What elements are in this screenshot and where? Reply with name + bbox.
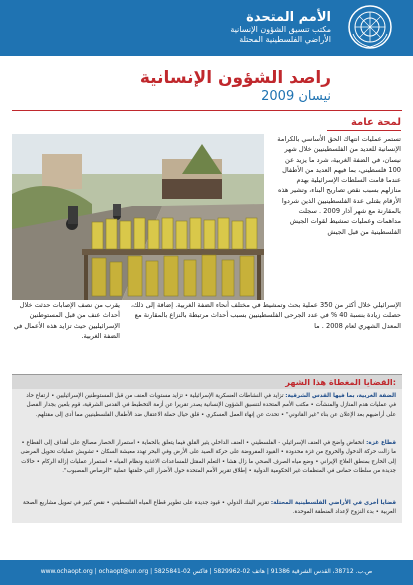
issues-west-bank-lead: الضفة الغربية، بما فيها القدس الشرقية: (285, 393, 396, 399)
issues-gaza (18, 439, 396, 477)
un-emblem-icon (347, 4, 393, 50)
issues-other-text: تقرير البنك الدولي • قيود جديدة على تطوير قطاع المياه الفلسطيني • نقص كبير في تمويل مشاريع الصحة العربية • بدء النزوح لإعداد المنطقة الموحدة. (22, 500, 396, 516)
report-date: نيسان 2009 (261, 89, 331, 104)
issues-box-header (12, 375, 402, 389)
issues-other (18, 499, 396, 518)
title-block (0, 56, 413, 112)
issues-west-bank (18, 392, 396, 420)
footer-banner (0, 560, 413, 585)
issues-gaza-text: انخفاض واضح في العنف الإسرائيلي - الفلسطيني • العنف الداخلي يثير القلق فيما يتعلق بالحماية • استمرار الحصار مصالح على أهداف إلى القطاع • ما زالت حركة الدخول والخروج من غزة محدودة • القيود المفروضة على حركة الصيد على الأرض وفي البحر تهدد معيشة السكان • تشويش عمليات تحويل المرضى إلى الخارج بمنطق العلاج الإيراني • وضع مياه الصرف الصحي ما زال هشا • التعلم المقتل للمساعدات الاغذية ونظام المياه • استمرار عمليات إزالة الركام • حالات جديدة من سلطات حماس في المنظمات غير الحكومية الدولية • إطلاق تقرير الأمم المتحدة حول الأضرار التي خلفتها عملية "الرصاص المصبوب". (20, 440, 396, 475)
agency-subtitle-1: مكتب تنسيق الشؤون الإنسانية (230, 25, 331, 34)
agency-name: الأمم المتحدة (246, 10, 331, 25)
footer-contact: ص.ب. 38712، القدس الشرقية 91386 | هاتف 02-5829962 | فاكس 02-5825841 | www.ochaopt.org | ochaopt@un.org (40, 568, 373, 575)
header-banner (0, 0, 413, 56)
roadside-vendor-photo (12, 134, 264, 300)
issues-west-bank-text: تزايد في النشاطات العسكرية الإسرائيلية • تزايد مستويات العنف من قبل المستوطنين الإسرائيليين • ارتفاع حاد في عمليات هدم المنازل والمنشآت • مكتب الأمم المتحدة لتنسيق الشؤون الإنسانية يصدر تقريرا عن أزمة التخطيط في القدس الشرقية، قوم بلعين بجدار الفصل على أراضيهم بعد الإعلان عن بناء "غير القانوني" • تحدث عن إنهاء العمل العسكري • قلق حيال حملة الاعتقال ضد الأطفال الفلسطينيين مما أدى إلى مقتلهم. (26, 393, 396, 418)
issues-other-lead: قضايا أخرى في الأراضي الفلسطينية المحتلة: (270, 500, 396, 506)
issues-gaza-lead: قطاع غزة: (366, 440, 396, 446)
overview-heading: لمحة عامة (350, 117, 401, 128)
issues-box-title: القضايا المغطاة هذا الشهر: (285, 377, 396, 387)
issues-covered-box (12, 374, 402, 523)
overview-paragraph-side: تستمر عمليات انتهاك الحق الأساسي بالكرامة الإنسانية للعديد من الفلسطينيين خلال شهر نيسان، في الضفة الغربية، شرد ما يزيد عن 100 فلسطيني، بما فيهم العديد من الأطفال عندما قامت السلطات الإسرائيلية بهدم منازلهم بسبب نقص تصاريح البناء، وتشير هذه الأرقام بقتلى عدة الفلسطينيين الذين شردوا بالمقارنة مع شهر آذار 2009 . سجلت مداهمات وعمليات تمشيط لقوات الجيش الفلسطينية من قبل الجيش (277, 135, 401, 236)
heading-underline (327, 130, 401, 131)
overview-paragraph-continued: الإسرائيلي خلال أكثر من 350 عملية بحث وتمشيط في مختلف أنحاء الضفة الغربية. إضافة إلى ذلك، حصلت زيادة بنسبة 40 % في عدد الجرحى الفلسطينيين بسبب أحداث مرتبطة بالنزاع بالمقارنة مع المعدل الشهري لعام 2008 . ما (130, 301, 401, 330)
report-title: راصد الشؤون الإنسانية (139, 68, 331, 88)
agency-block (131, 10, 331, 45)
title-divider (12, 110, 402, 111)
overview-paragraph-left: يقرب من نصف الإصابات حدثت خلال أحداث عنف من قبل المستوطنين الإسرائيليين حيث تزايد هذه الأعمال في الضفة الغربية. (13, 301, 120, 340)
agency-subtitle-2: الأراضي الفلسطينية المحتلة (239, 35, 331, 44)
